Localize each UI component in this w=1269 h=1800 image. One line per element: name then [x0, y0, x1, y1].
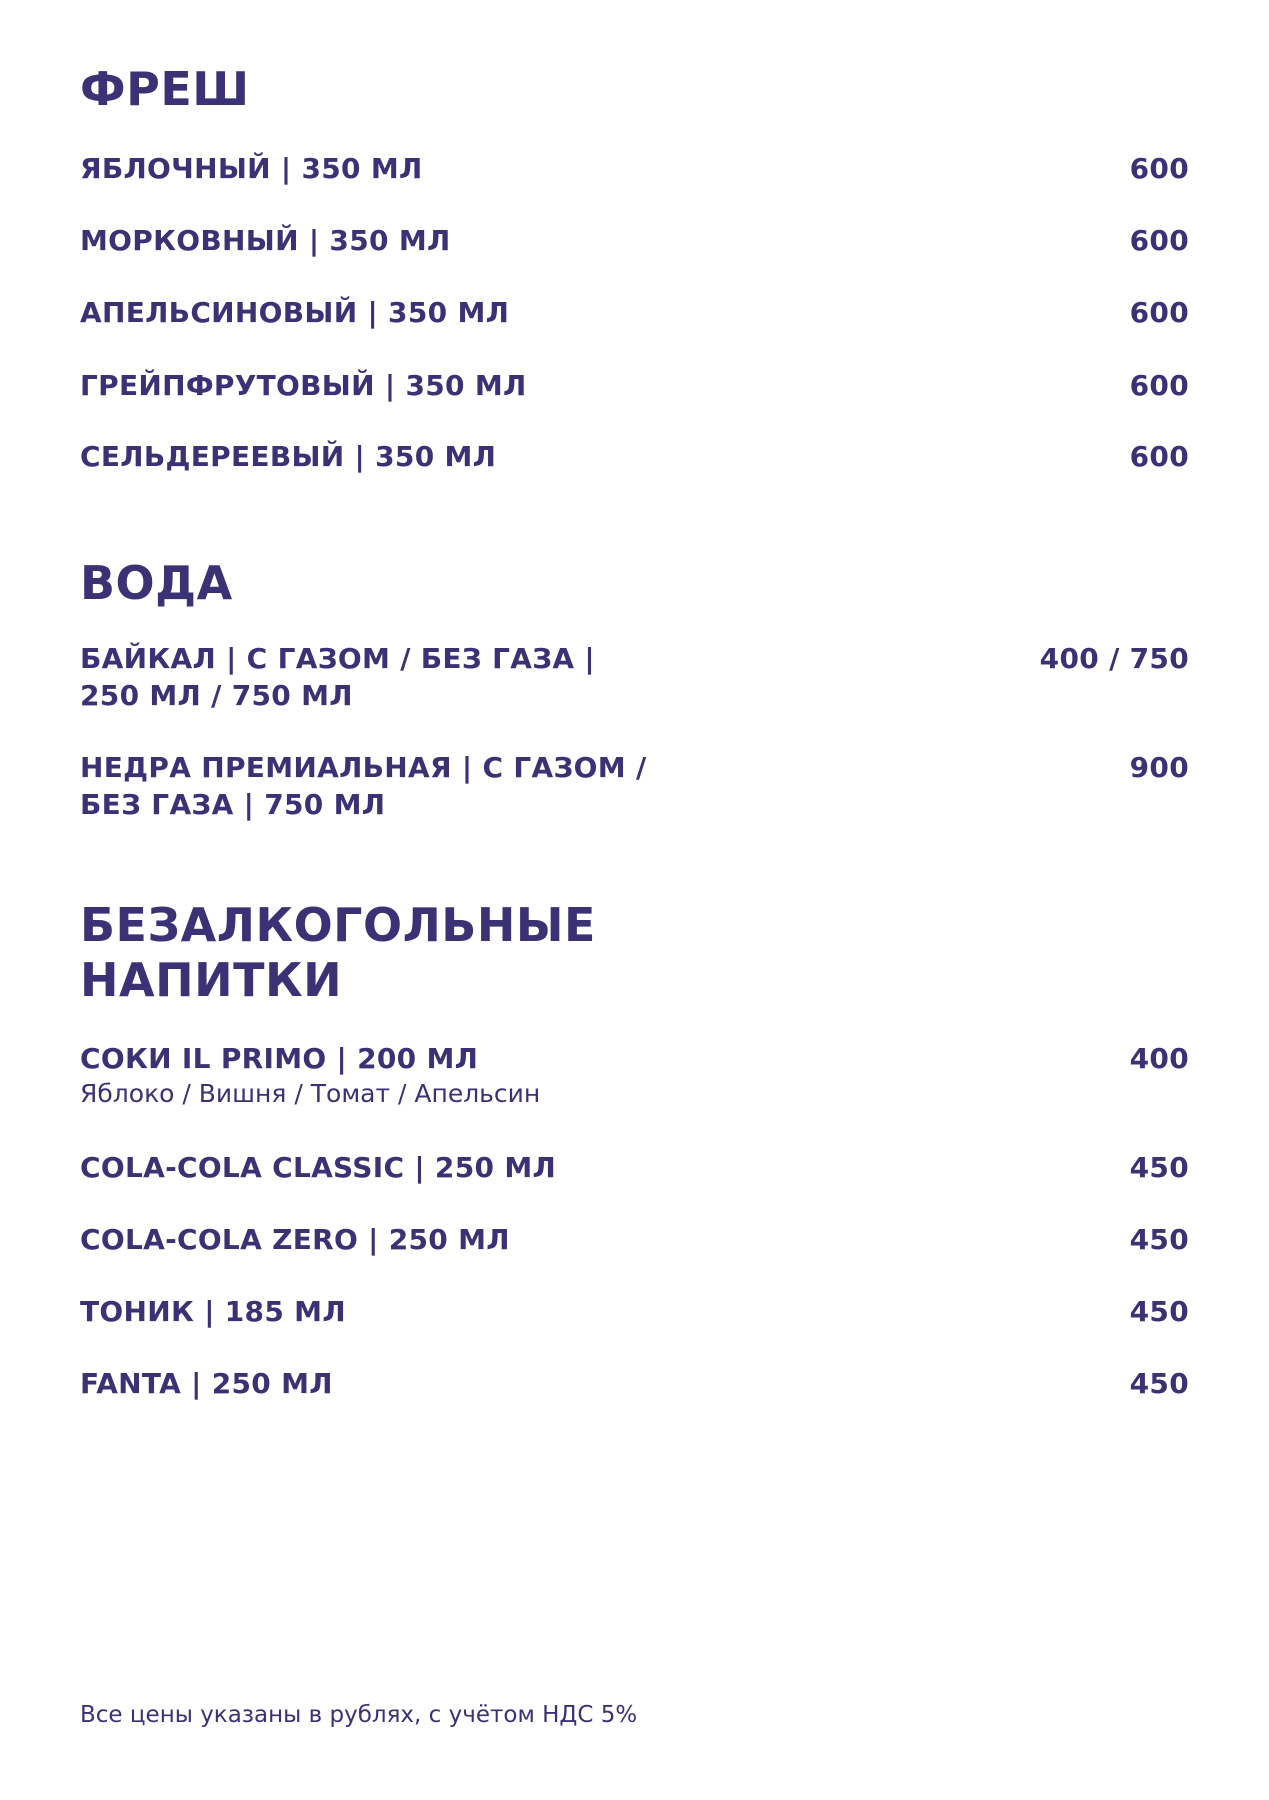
item-name [80, 640, 595, 714]
item-price: 600 [1129, 440, 1189, 473]
item-name: АПЕЛЬСИНОВЫЙ | 350 МЛ [80, 296, 510, 329]
item-name-line2: БЕЗ ГАЗА | 750 МЛ [80, 788, 386, 821]
menu-item-orange [80, 294, 1189, 331]
item-name: COLA-COLA ZERO | 250 МЛ [80, 1223, 510, 1256]
section-title-line2: НАПИТКИ [80, 953, 343, 1007]
menu-item-il-primo [80, 1040, 1189, 1111]
item-name: СОКИ IL PRIMO | 200 МЛ [80, 1042, 479, 1075]
menu-item-cola-classic [80, 1149, 1189, 1186]
menu-item-nedra [80, 749, 1189, 823]
menu-item-carrot [80, 222, 1189, 259]
item-price: 450 [1129, 1223, 1189, 1256]
menu-item-baikal [80, 640, 1189, 714]
item-name [80, 749, 647, 823]
menu-item-celery [80, 438, 1189, 475]
item-price: 450 [1129, 1295, 1189, 1328]
section-title-fresh: ФРЕШ [80, 62, 250, 116]
item-price: 600 [1129, 224, 1189, 257]
item-price: 450 [1129, 1151, 1189, 1184]
item-name: COLA-COLA CLASSIC | 250 МЛ [80, 1151, 557, 1184]
section-fresh [80, 62, 1189, 117]
item-description: Яблоко / Вишня / Томат / Апельсин [80, 1079, 541, 1108]
section-title-line1: БЕЗАЛКОГОЛЬНЫЕ [80, 898, 596, 952]
item-name-line1: НЕДРА ПРЕМИАЛЬНАЯ | С ГАЗОМ / [80, 751, 647, 784]
footer-note: Все цены указаны в рублях, с учётом НДС 5% [80, 1702, 638, 1728]
item-price: 900 [1129, 751, 1189, 784]
item-name: ГРЕЙПФРУТОВЫЙ | 350 МЛ [80, 369, 527, 402]
item-name: FANTA | 250 МЛ [80, 1367, 333, 1400]
item-price: 400 [1129, 1042, 1189, 1075]
item-name: СЕЛЬДЕРЕЕВЫЙ | 350 МЛ [80, 440, 497, 473]
menu-item-grapefruit [80, 367, 1189, 404]
item-price: 600 [1129, 369, 1189, 402]
section-title-soft-drinks [80, 898, 1189, 1008]
item-name-line2: 250 МЛ / 750 МЛ [80, 679, 353, 712]
item-name-line1: БАЙКАЛ | С ГАЗОМ / БЕЗ ГАЗА | [80, 642, 595, 675]
item-name: МОРКОВНЫЙ | 350 МЛ [80, 224, 451, 257]
menu-item-tonic [80, 1293, 1189, 1330]
menu-item-cola-zero [80, 1221, 1189, 1258]
item-price: 600 [1129, 296, 1189, 329]
item-price: 600 [1129, 152, 1189, 185]
item-price: 450 [1129, 1367, 1189, 1400]
item-price: 400 / 750 [1039, 642, 1189, 675]
item-name: ТОНИК | 185 МЛ [80, 1295, 346, 1328]
item-name: ЯБЛОЧНЫЙ | 350 МЛ [80, 152, 423, 185]
section-soft-drinks [80, 898, 1189, 1008]
menu-item-apple [80, 150, 1189, 187]
section-water [80, 556, 1189, 611]
menu-item-fanta [80, 1365, 1189, 1402]
section-title-water: ВОДА [80, 556, 233, 610]
